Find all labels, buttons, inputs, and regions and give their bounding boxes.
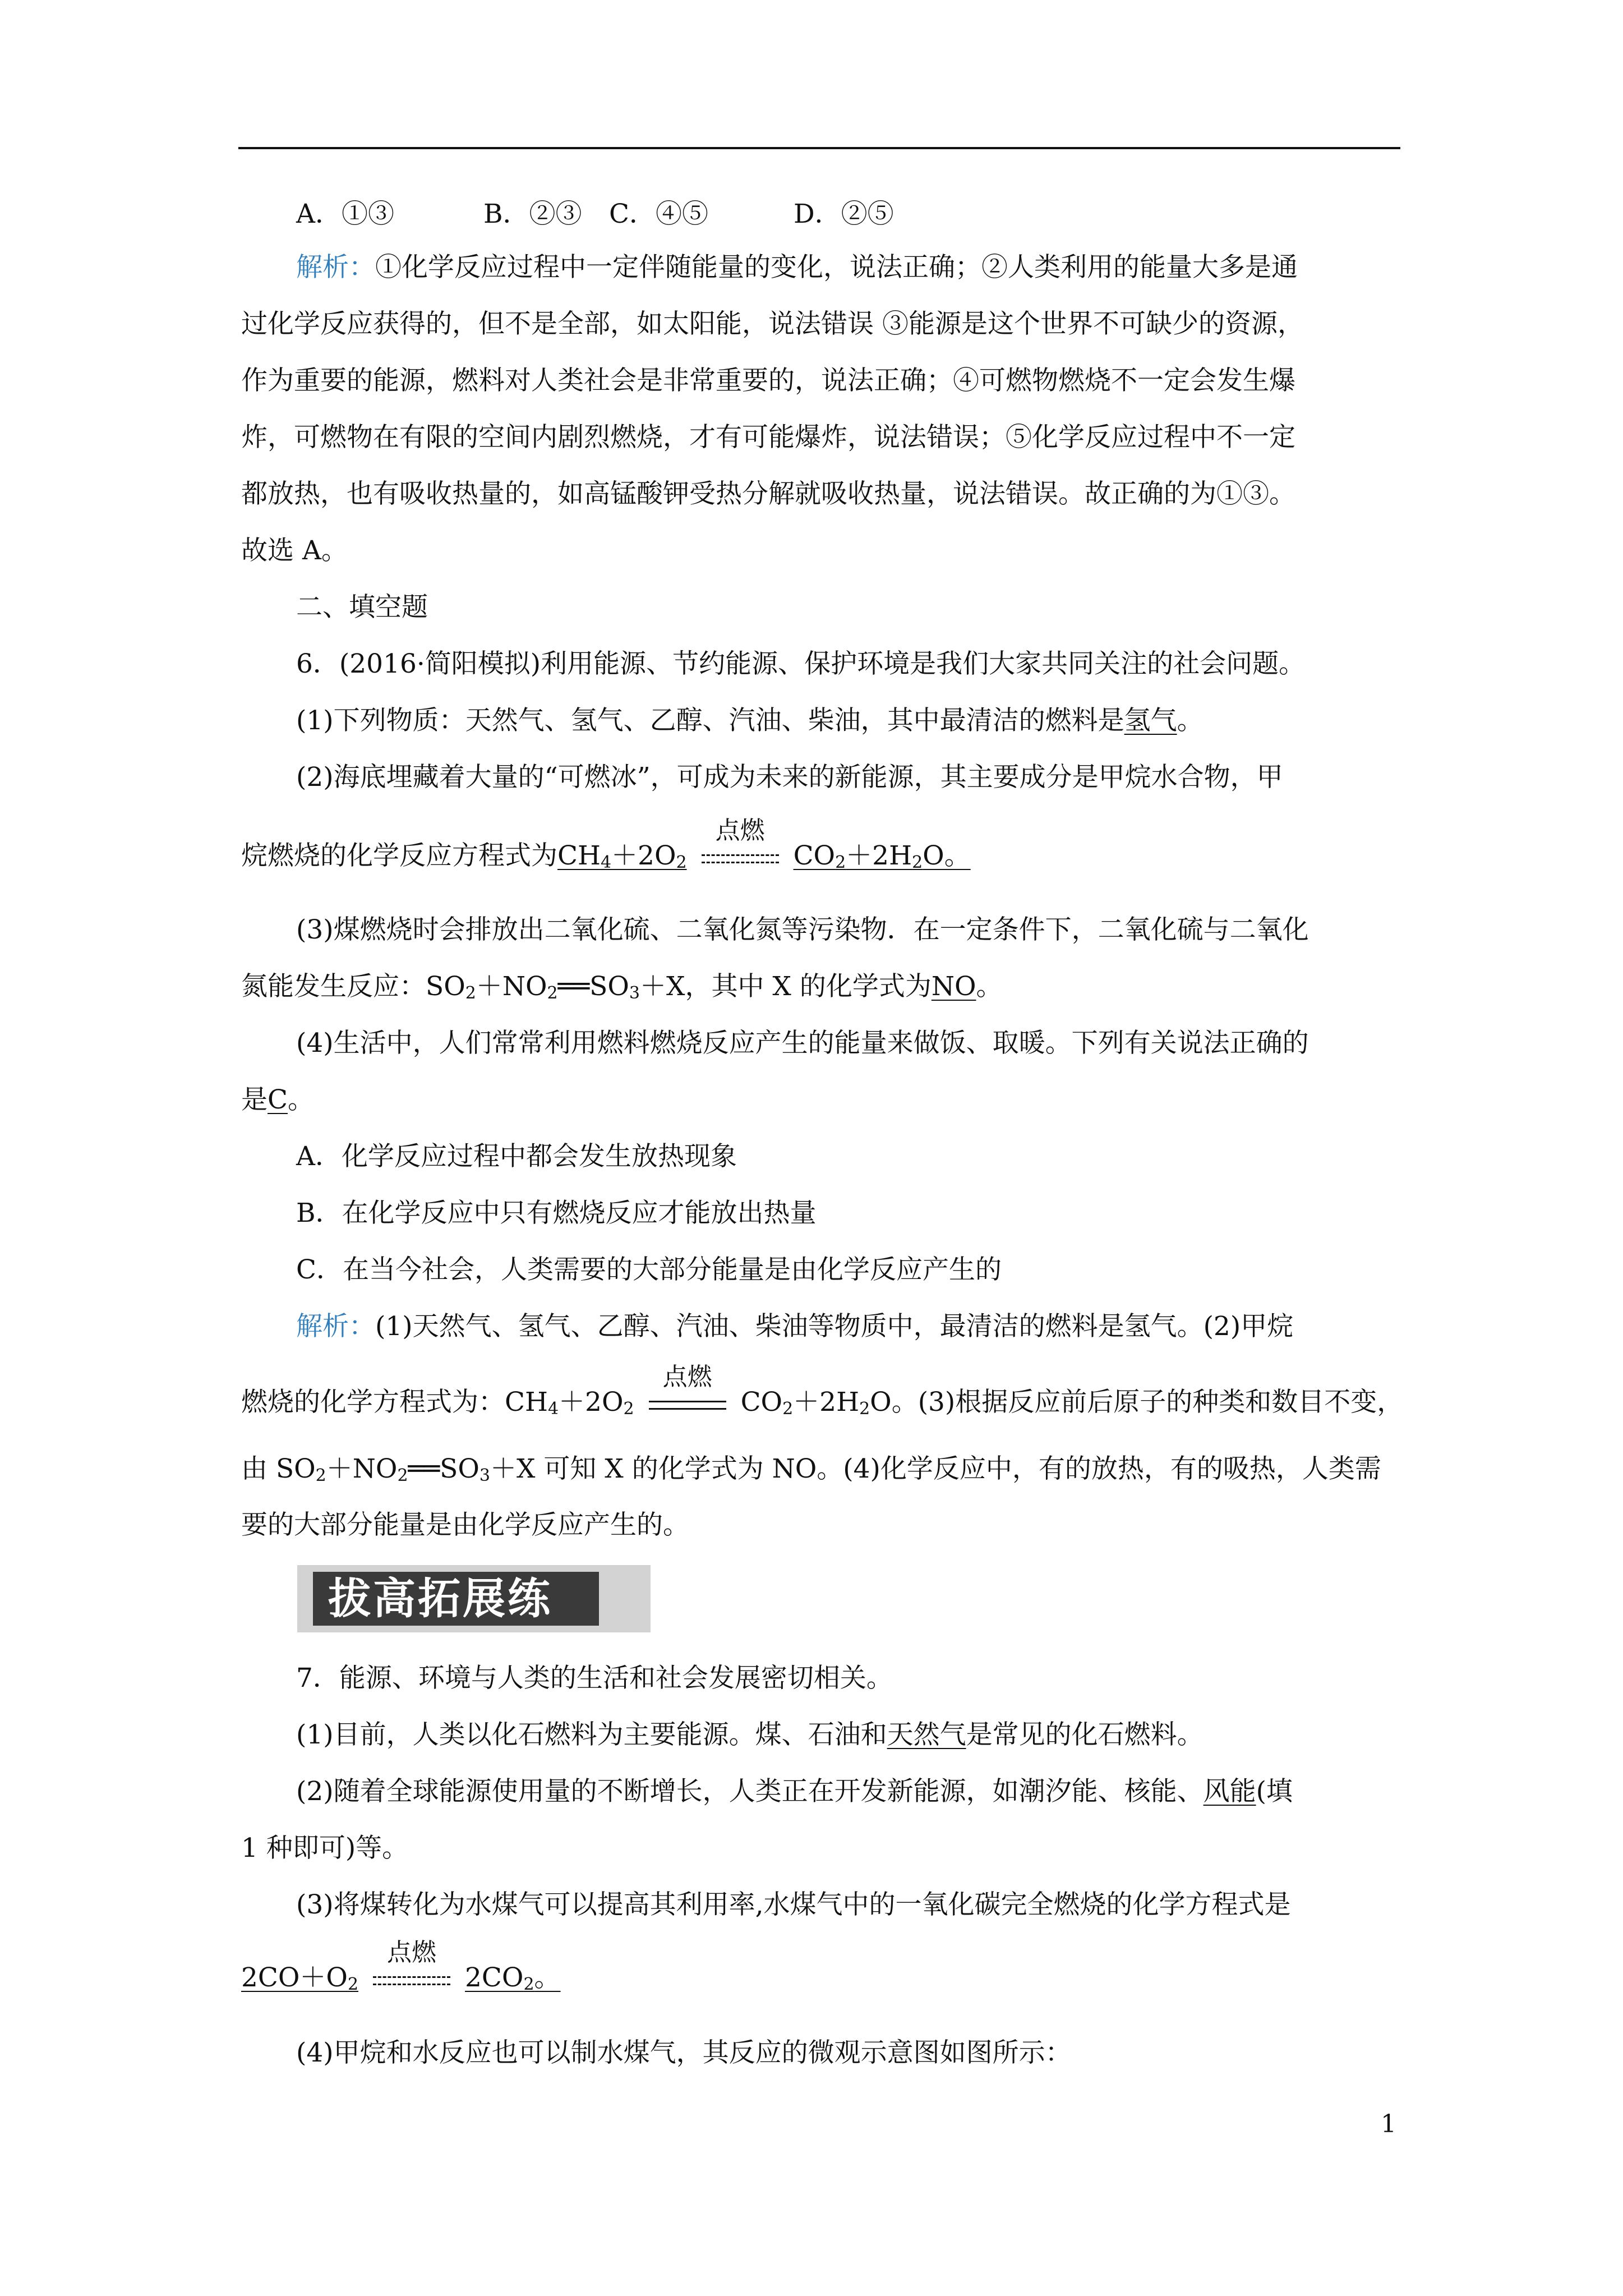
page-number: 1 (1381, 2110, 1396, 2138)
reaction-arrow: 点燃 (645, 1396, 730, 1412)
q7-stem: 7．能源、环境与人类的生活和社会发展密切相关。 (296, 1663, 893, 1694)
q6-part4-line1: (4)生活中，人们常常利用燃料燃烧反应产生的能量来做饭、取暖。下列有关说法正确的 (296, 1028, 1309, 1059)
q7-answer-1: 天然气 (887, 1719, 966, 1750)
q6-part3-line1: (3)煤燃烧时会排放出二氧化硫、二氧化氮等污染物．在一定条件下，二氧化硫与二氧化 (296, 914, 1309, 945)
q7-part4: (4)甲烷和水反应也可以制水煤气，其反应的微观示意图如图所示： (296, 2037, 1072, 2068)
q6-answer-2-equation: $CH_4+2O_2$ 点燃 $CO_2+2H_2O$。 (557, 816, 971, 872)
q7-part1: (1)目前，人类以化石燃料为主要能源。煤、石油和天然气是常见的化石燃料。 (296, 1719, 1204, 1750)
reaction-arrow: 点燃 (698, 849, 782, 866)
q7-part3-line1: (3)将煤转化为水煤气可以提高其利用率,水煤气中的一氧化碳完全燃烧的化学方程式是 (296, 1889, 1291, 1920)
analysis1-line1: 解析：①化学反应过程中一定伴随能量的变化，说法正确；②人类利用的能量大多是通 (296, 252, 1298, 283)
header-rule (238, 147, 1400, 149)
q7-part3-line2 (241, 1938, 1402, 1995)
analysis-label: 解析： (296, 252, 375, 283)
analysis1-line2: 过化学反应获得的，但不是全部，如太阳能，说法错误 ③能源是这个世界不可缺少的资源， (241, 309, 1304, 339)
option-d: D．②⑤ (794, 199, 894, 229)
analysis2-line1: 解析：(1)天然气、氢气、乙醇、汽油、柴油等物质中，最清洁的燃料是氢气。(2)甲烷 (296, 1311, 1294, 1342)
analysis1-line3: 作为重要的能源，燃料对人类社会是非常重要的，说法正确；④可燃物燃烧不一定会发生爆 (241, 365, 1295, 396)
analysis-label: 解析： (296, 1311, 375, 1342)
q6-part1: (1)下列物质：天然气、氢气、乙醇、汽油、柴油，其中最清洁的燃料是氢气。 (296, 705, 1204, 736)
q7-part2-line2: 1 种即可)等。 (241, 1833, 409, 1864)
q6-answer-4: C (268, 1084, 288, 1115)
q7-part2-line1: (2)随着全球能源使用量的不断增长，人类正在开发新能源，如潮汐能、核能、风能(填 (296, 1776, 1293, 1807)
reaction-arrow: 点燃 (370, 1971, 454, 1988)
q7-answer-3-equation: $2CO+O_2$ 点燃 $2CO_2$。 (241, 1938, 561, 1994)
analysis1-line5: 都放热，也有吸收热量的，如高锰酸钾受热分解就吸收热量，说法错误。故正确的为①③。 (241, 478, 1295, 509)
q6-option-b: B．在化学反应中只有燃烧反应才能放出热量 (296, 1198, 817, 1228)
q6-stem: 6．(2016·简阳模拟)利用能源、节约能源、保护环境是我们大家共同关注的社会问题。 (296, 648, 1306, 679)
option-c: C．④⑤ (609, 199, 708, 229)
analysis2-line4: 要的大部分能量是由化学反应产生的。 (241, 1510, 689, 1540)
option-b: B．②③ (483, 199, 582, 229)
option-a: A．①③ (296, 199, 394, 229)
analysis1-line6: 故选 A。 (241, 535, 348, 566)
analysis2-line3: 由 $SO_2+NO_2══SO_3+X$ 可知 X 的化学式为 NO。(4)化学反应中，有的放热，有的吸热，人类需 (241, 1453, 1381, 1485)
q6-part4-line2: 是C。 (241, 1084, 314, 1115)
q6-option-c: C．在当今社会，人类需要的大部分能量是由化学反应产生的 (296, 1254, 1002, 1285)
section-banner (297, 1565, 651, 1632)
q6-answer-1: 氢气 (1124, 705, 1177, 736)
q6-option-a: A．化学反应过程中都会发生放热现象 (296, 1141, 737, 1172)
q6-part2-line1: (2)海底埋藏着大量的“可燃冰”，可成为未来的新能源，其主要成分是甲烷水合物，甲 (296, 762, 1283, 793)
q7-answer-2: 风能 (1203, 1776, 1256, 1807)
q6-part2-line2: 烷燃烧的化学反应方程式为$CH_4+2O_2$ 点燃 $CO_2+2H_2O$。 (241, 816, 971, 872)
section-fill-blank: 二、填空题 (296, 592, 428, 623)
analysis2-line2: 燃烧的化学方程式为：$CH_4+2O_2$ 点燃 $CO_2+2H_2O$。(3)根据反应前后原子的种类和数目不变， (241, 1363, 1404, 1419)
section-title: 拔高拓展练 (328, 1573, 552, 1623)
q6-answer-3: NO (931, 971, 976, 1002)
analysis1-line4: 炸，可燃物在有限的空间内剧烈燃烧，才有可能爆炸，说法错误；⑤化学反应过程中不一定 (241, 422, 1295, 453)
q6-part3-line2: 氮能发生反应：$SO_2+NO_2══SO_3+X$，其中 X 的化学式为NO。 (241, 971, 1003, 1003)
